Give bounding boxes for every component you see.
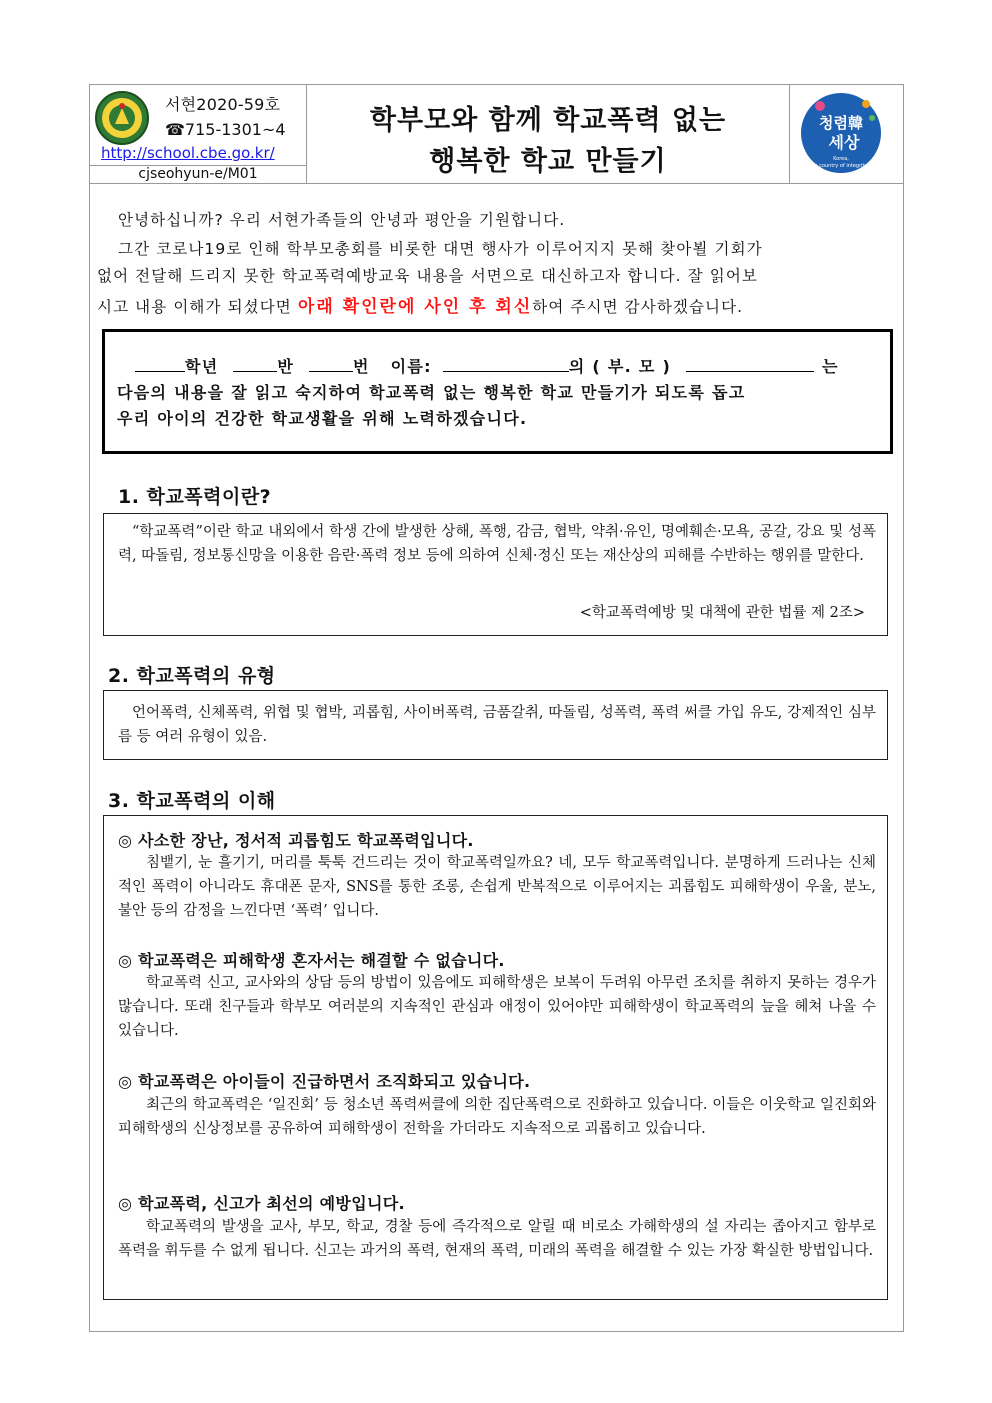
section-3-heading: 3. 학교폭력의 이해 (108, 790, 276, 812)
parent-label: 의 ( 부. 모 ) (568, 357, 672, 376)
confirmation-box (102, 329, 893, 454)
section-1-heading: 1. 학교폭력이란? (118, 486, 272, 508)
confirmation-fields-row (117, 354, 839, 377)
name-label: 이름: (390, 357, 432, 376)
grade-label: 학년 (185, 357, 219, 376)
intro-line-3: 없어 전달해 드리지 못한 학교폭력예방교육 내용을 서면으로 대신하고자 합니다. 잘 읽어보 (97, 267, 758, 285)
item-3-body: 최근의 학교폭력은 ‘일진회’ 등 청소년 폭력써클에 의한 집단폭력으로 진화하고 있습니다. 이들은 이웃학교 일진회와 피해학생의 신상정보를 공유하여 피해학생이 전학을 가더라도 지속적으로 괴롭히고 있습니다. (118, 1097, 876, 1137)
title-line-2: 행복한 학교 만들기 (429, 146, 667, 177)
letter-title (307, 84, 789, 184)
number-blank[interactable] (309, 358, 353, 372)
intro-line-4 (97, 292, 872, 317)
phone-number: ☎715-1301~4 (165, 120, 286, 139)
svg-text:a country of integrity: a country of integrity (814, 163, 868, 169)
section-2-body: 언어폭력, 신체폭력, 위협 및 협박, 괴롭힘, 사이버폭력, 금품갈취, 따돌림, 성폭력, 폭력 써클 가입 유도, 강제적인 심부름 등 여러 유형이 있음. (118, 705, 876, 745)
title-line-1: 학부모와 함께 학교폭력 없는 (369, 105, 727, 136)
section-1-body: “학교폭력”이란 학교 내외에서 학생 간에 발생한 상해, 폭행, 감금, 협박, 약취·유인, 명예훼손·모욕, 공갈, 강요 및 성폭력, 따돌림, 정보통신망을 이용한 음란·폭력 정보 등에 의하여 신체·정신 또는 재산상의 피해를 수반하는 행위를 말한다. (118, 524, 876, 564)
svg-text:청렴韓: 청렴韓 (819, 114, 863, 132)
item-4-title: ◎ 학교폭력, 신고가 최선의 예방입니다. (118, 1194, 405, 1213)
section-2-heading: 2. 학교폭력의 유형 (108, 665, 276, 687)
document-number: 서현2020-59호 (165, 95, 281, 114)
intro-emphasis: 아래 확인란에 사인 후 회신 (297, 297, 533, 317)
intro-line-2: 그간 코로나19로 인해 학부모총회를 비롯한 대면 행사가 이루어지지 못해 찾아뵐 기회가 (118, 240, 763, 258)
item-1-title: ◎ 사소한 장난, 정서적 괴롭힘도 학교폭력입니다. (118, 831, 474, 850)
item-2-title: ◎ 학교폭력은 피해학생 혼자서는 해결할 수 없습니다. (118, 951, 505, 970)
section-3-box (103, 815, 888, 1300)
grade-blank[interactable] (135, 358, 185, 372)
item-1-body: 침뱉기, 눈 흘기기, 머리를 툭툭 건드리는 것이 학교폭력일까요? 네, 모두 학교폭력입니다. 분명하게 드러나는 신체적인 폭력이 아니라도 휴대폰 문자, SNS를 통한 조롱, 손쉽게 반복적으로 이루어지는 괴롭힘도 피해학생이 우울, 분노, 불안 등의 감정을 느낀다면 ‘폭력’ 입니다. (118, 855, 876, 919)
svg-text:Korea,: Korea, (833, 156, 849, 162)
svg-text:세상: 세상 (828, 133, 860, 152)
section-1-box (103, 513, 888, 636)
intro-line-1: 안녕하십니까? 우리 서현가족들의 안녕과 평안을 기원합니다. (118, 211, 566, 229)
class-label: 반 (277, 357, 295, 376)
header-school-info (89, 84, 307, 184)
law-reference: <학교폭력예방 및 대책에 관한 법률 제 2조> (579, 605, 865, 621)
item-2-body: 학교폭력 신고, 교사와의 상담 등의 방법이 있음에도 피해학생은 보복이 두려워 아무런 조치를 취하지 못하는 경우가 많습니다. 또래 친구들과 학부모 여러분의 지속적인 관심과 애정이 있어야만 피해학생이 학교폭력의 늪을 헤쳐 나올 수 있습니다. (118, 975, 876, 1039)
intro-line-4-pre: 시고 내용 이해가 되셨다면 (97, 298, 298, 316)
integrity-logo-icon (798, 90, 884, 176)
parent-signature-blank[interactable] (686, 358, 814, 372)
number-label: 번 (353, 357, 370, 376)
topic-marker: 는 (822, 357, 839, 376)
name-blank[interactable] (443, 358, 569, 372)
item-3-title: ◎ 학교폭력은 아이들이 진급하면서 조직화되고 있습니다. (118, 1072, 531, 1091)
letter-header (89, 84, 904, 184)
confirmation-statement-2: 우리 아이의 건강한 학교생활을 위해 노력하겠습니다. (117, 409, 528, 428)
class-blank[interactable] (233, 358, 277, 372)
confirmation-statement-1: 다음의 내용을 잘 읽고 숙지하여 학교폭력 없는 행복한 학교 만들기가 되도록 돕고 (117, 383, 746, 402)
section-2-box (103, 690, 888, 760)
sub-address: cjseohyun-e/M01 (138, 166, 258, 182)
intro-line-4-post: 하여 주시면 감사하겠습니다. (532, 298, 744, 316)
school-emblem-icon (93, 90, 151, 146)
school-website-link[interactable]: http://school.cbe.go.kr/ (101, 144, 275, 162)
item-4-body: 학교폭력의 발생을 교사, 부모, 학교, 경찰 등에 즉각적으로 알릴 때 비로소 가해학생의 설 자리는 좁아지고 함부로 폭력을 휘두를 수 없게 됩니다. 신고는 과거의 폭력, 현재의 폭력, 미래의 폭력을 해결할 수 있는 가장 확실한 방법입니다. (118, 1219, 876, 1259)
header-integrity-logo (789, 84, 904, 184)
